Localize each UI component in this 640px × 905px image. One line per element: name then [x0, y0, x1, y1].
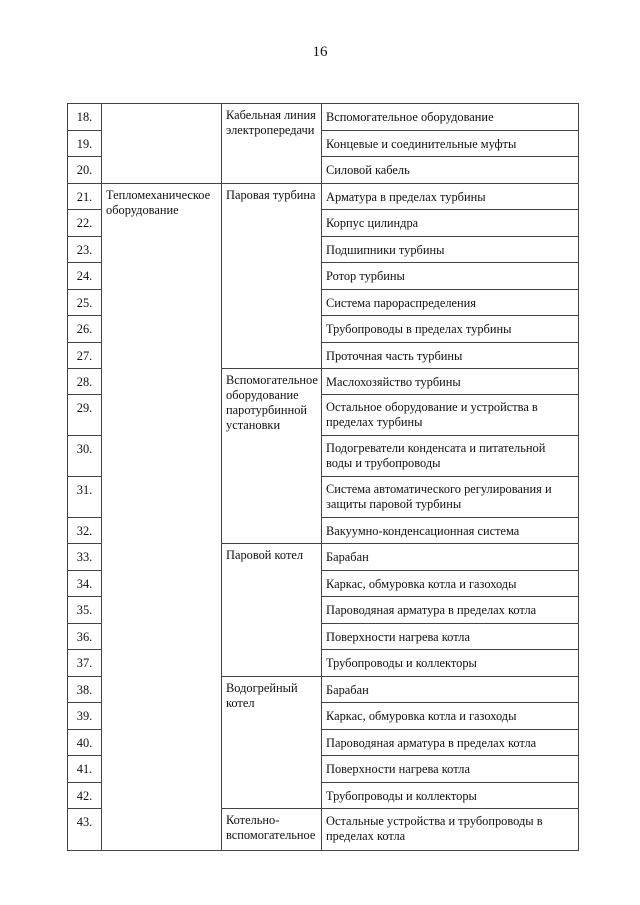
- row-number: 23.: [68, 237, 102, 263]
- row-number: 37.: [68, 650, 102, 677]
- subcategory-cell: Вспомогательное оборудование паротурбинной установки: [222, 369, 322, 544]
- table-row: [68, 184, 579, 210]
- item-cell: Подшипники турбины: [322, 237, 579, 263]
- page-number: 16: [312, 44, 328, 60]
- subcategory-cell: Паровая турбина: [222, 184, 322, 369]
- item-cell: Каркас, обмуровка котла и газоходы: [322, 571, 579, 597]
- item-cell: Корпус цилиндра: [322, 210, 579, 237]
- item-cell: Остальное оборудование и устройства в пределах турбины: [322, 395, 579, 436]
- row-number: 31.: [68, 477, 102, 518]
- row-number: 27.: [68, 343, 102, 369]
- item-cell: Силовой кабель: [322, 157, 579, 184]
- row-number: 21.: [68, 184, 102, 210]
- item-cell: Каркас, обмуровка котла и газоходы: [322, 703, 579, 730]
- item-cell: Барабан: [322, 677, 579, 703]
- item-cell: Трубопроводы и коллекторы: [322, 783, 579, 809]
- row-number: 18.: [68, 104, 102, 131]
- row-number: 38.: [68, 677, 102, 703]
- item-cell: Арматура в пределах турбины: [322, 184, 579, 210]
- row-number: 41.: [68, 756, 102, 783]
- item-cell: Ротор турбины: [322, 263, 579, 290]
- row-number: 43.: [68, 809, 102, 851]
- row-number: 22.: [68, 210, 102, 237]
- item-cell: Поверхности нагрева котла: [322, 756, 579, 783]
- item-cell: Пароводяная арматура в пределах котла: [322, 597, 579, 624]
- subcategory-cell: Водогрейный котел: [222, 677, 322, 809]
- item-cell: Проточная часть турбины: [322, 343, 579, 369]
- row-number: 42.: [68, 783, 102, 809]
- item-cell: Трубопроводы и коллекторы: [322, 650, 579, 677]
- row-number: 34.: [68, 571, 102, 597]
- item-cell: Остальные устройства и трубопроводы в пределах котла: [322, 809, 579, 851]
- category-cell: [102, 104, 222, 184]
- item-cell: Концевые и соединительные муфты: [322, 131, 579, 157]
- row-number: 20.: [68, 157, 102, 184]
- item-cell: Пароводяная арматура в пределах котла: [322, 730, 579, 756]
- row-number: 32.: [68, 518, 102, 544]
- row-number: 19.: [68, 131, 102, 157]
- row-number: 29.: [68, 395, 102, 436]
- item-cell: Барабан: [322, 544, 579, 571]
- item-cell: Трубопроводы в пределах турбины: [322, 316, 579, 343]
- category-cell: Тепломеханическое оборудование: [102, 184, 222, 851]
- item-cell: Система автоматического регулирования и защиты паровой турбины: [322, 477, 579, 518]
- subcategory-cell: Паровой котел: [222, 544, 322, 677]
- row-number: 28.: [68, 369, 102, 395]
- item-cell: Поверхности нагрева котла: [322, 624, 579, 650]
- item-cell: Маслохозяйство турбины: [322, 369, 579, 395]
- row-number: 24.: [68, 263, 102, 290]
- table-row: [68, 104, 579, 131]
- row-number: 36.: [68, 624, 102, 650]
- item-cell: Система парораспределения: [322, 290, 579, 316]
- item-cell: Вспомогательное оборудование: [322, 104, 579, 131]
- item-cell: Подогреватели конденсата и питательной воды и трубопроводы: [322, 436, 579, 477]
- row-number: 26.: [68, 316, 102, 343]
- equipment-table: [67, 103, 579, 851]
- subcategory-cell: Котельно-вспомогательное: [222, 809, 322, 851]
- row-number: 30.: [68, 436, 102, 477]
- subcategory-cell: Кабельная линия электропередачи: [222, 104, 322, 184]
- item-cell: Вакуумно-конденсационная система: [322, 518, 579, 544]
- row-number: 40.: [68, 730, 102, 756]
- row-number: 35.: [68, 597, 102, 624]
- row-number: 39.: [68, 703, 102, 730]
- row-number: 25.: [68, 290, 102, 316]
- row-number: 33.: [68, 544, 102, 571]
